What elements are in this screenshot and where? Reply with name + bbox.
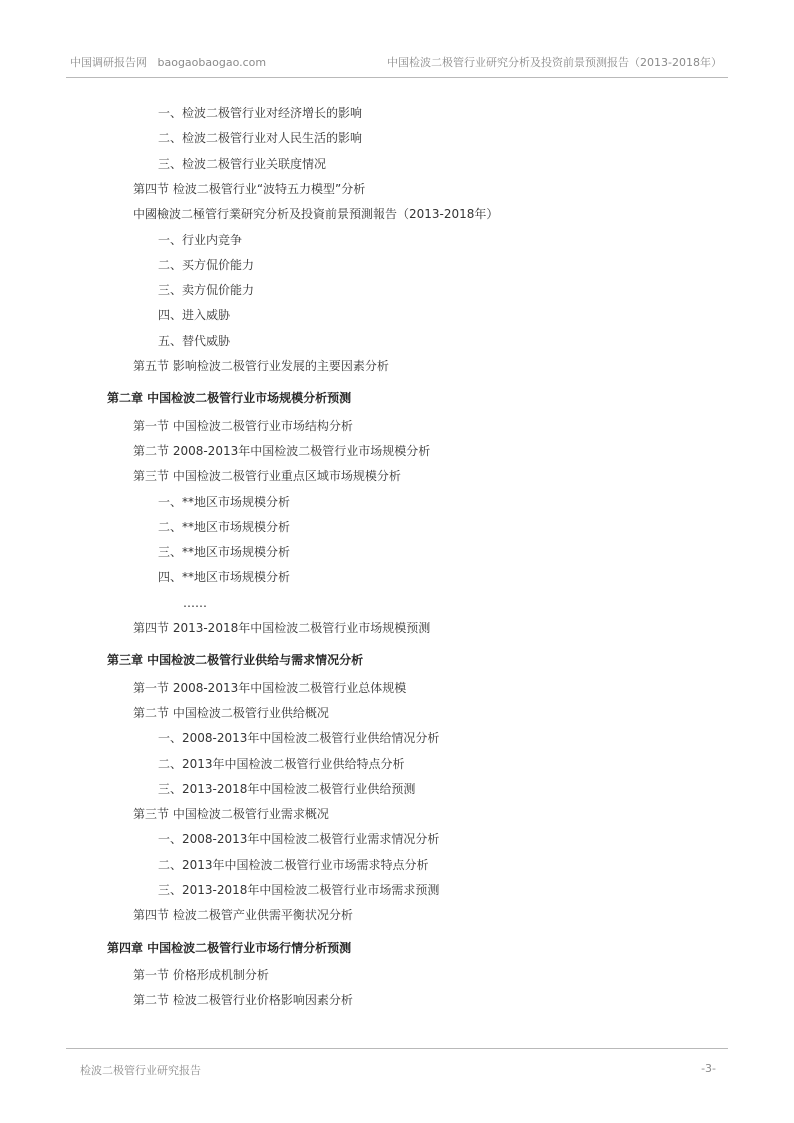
- subsection-item: 一、行业内竞争: [158, 232, 243, 247]
- section-item: 中國檢波二極管行業研究分析及投資前景預測報告（2013-2018年）: [133, 207, 499, 222]
- chapter-heading: 第四章 中国检波二极管行业市场行情分析预测: [107, 940, 352, 955]
- section-item: 第二节 检波二极管行业价格影响因素分析: [133, 993, 353, 1008]
- section-item: 第一节 2008-2013年中国检波二极管行业总体规模: [133, 680, 407, 695]
- subsection-item: 二、检波二极管行业对人民生活的影响: [158, 131, 363, 146]
- subsection-item: 四、进入威胁: [158, 308, 231, 323]
- section-item: 第四节 检波二极管行业“波特五力模型”分析: [133, 181, 366, 196]
- subsection-item: 三、2013-2018年中国检波二极管行业供给预测: [158, 781, 416, 796]
- subsection-item: 二、2013年中国检波二极管行业市场需求特点分析: [158, 857, 429, 872]
- subsection-item: 三、2013-2018年中国检波二极管行业市场需求预测: [158, 883, 440, 897]
- section-item: 第三节 中国检波二极管行业重点区域市场规模分析: [133, 469, 401, 484]
- section-item: 第三节 中国检波二极管行业需求概况: [133, 807, 329, 822]
- subsection-item: 二、买方侃价能力: [158, 257, 255, 272]
- section-item: 第四节 2013-2018年中国检波二极管行业市场规模预测: [133, 621, 431, 635]
- subsection-item: 一、2008-2013年中国检波二极管行业供给情况分析: [158, 731, 440, 746]
- subsection-item: 二、2013年中国检波二极管行业供给特点分析: [158, 756, 405, 771]
- page-number: -3-: [701, 1062, 716, 1075]
- chapter-heading: 第二章 中国检波二极管行业市场规模分析预测: [107, 391, 352, 406]
- section-item: 第四节 检波二极管产业供需平衡状况分析: [133, 908, 353, 923]
- header-site: [70, 54, 266, 70]
- section-item: 第二节 2008-2013年中国检波二极管行业市场规模分析: [133, 443, 431, 458]
- subsection-item: 一、检波二极管行业对经济增长的影响: [158, 106, 363, 120]
- section-item: 第二节 中国检波二极管行业供给概况: [133, 705, 329, 720]
- subsection-item: 三、**地区市场规模分析: [158, 545, 291, 560]
- subsection-item: 四、**地区市场规模分析: [158, 570, 291, 585]
- section-item: 第一节 价格形成机制分析: [133, 967, 269, 982]
- site-domain: baogaobaogao.com: [157, 56, 267, 69]
- section-item: 第一节 中国检波二极管行业市场结构分析: [133, 418, 353, 433]
- subsection-item: 一、**地区市场规模分析: [158, 494, 291, 509]
- subsection-item: 三、卖方侃价能力: [158, 283, 255, 298]
- header-report-title: 中国检波二极管行业研究分析及投资前景预测报告（2013-2018年）: [387, 56, 722, 69]
- chapter-heading: 第三章 中国检波二极管行业供给与需求情况分析: [107, 653, 364, 668]
- subsection-item: 五、替代威胁: [158, 333, 231, 348]
- subsection-item: 一、2008-2013年中国检波二极管行业需求情况分析: [158, 832, 440, 847]
- footer-divider: [66, 1048, 728, 1049]
- footer-report-name: 检波二极管行业研究报告: [80, 1064, 201, 1077]
- subsection-item: 二、**地区市场规模分析: [158, 519, 291, 534]
- site-name: 中国调研报告网: [70, 56, 147, 69]
- subsection-item: ……: [183, 595, 207, 610]
- subsection-item: 三、检波二极管行业关联度情况: [158, 156, 327, 171]
- section-item: 第五节 影响检波二极管行业发展的主要因素分析: [133, 359, 389, 373]
- header-divider: [66, 77, 728, 78]
